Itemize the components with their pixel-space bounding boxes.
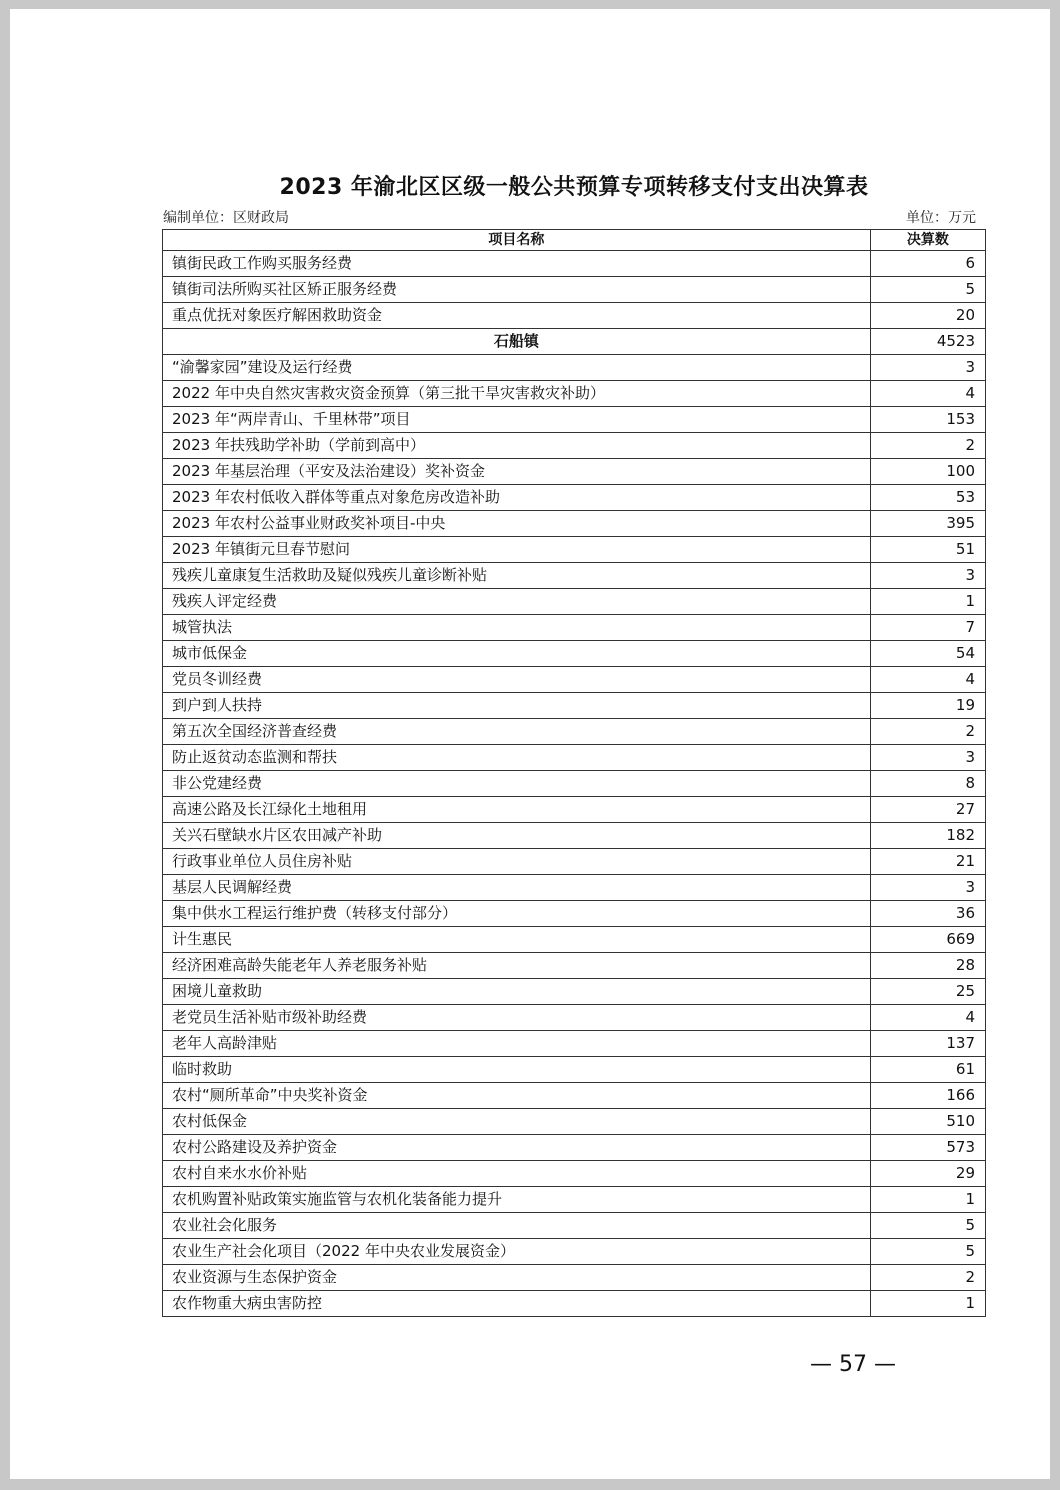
table-row <box>163 771 986 797</box>
table-row <box>163 355 986 381</box>
unit-label: 单位：万元 <box>906 210 976 226</box>
table-row <box>163 693 986 719</box>
amount-cell: 20 <box>870 303 985 329</box>
project-name-cell: 农村低保金 <box>163 1109 871 1135</box>
page-title: 2023 年渝北区区级一般公共预算专项转移支付支出决算表 <box>279 175 869 200</box>
amount-cell: 7 <box>870 615 985 641</box>
project-name-cell: 临时救助 <box>163 1057 871 1083</box>
project-name-cell: 农村自来水水价补贴 <box>163 1161 871 1187</box>
table-row <box>163 1005 986 1031</box>
amount-cell: 4 <box>870 381 985 407</box>
project-name-cell: 2023 年“两岸青山、千里林带”项目 <box>163 407 871 433</box>
amount-cell: 5 <box>870 277 985 303</box>
project-name-cell: 农业资源与生态保护资金 <box>163 1265 871 1291</box>
project-name-cell: 重点优抚对象医疗解困救助资金 <box>163 303 871 329</box>
table-row <box>163 1161 986 1187</box>
amount-cell: 137 <box>870 1031 985 1057</box>
table-row <box>163 563 986 589</box>
amount-cell: 182 <box>870 823 985 849</box>
table-row <box>163 303 986 329</box>
project-name-cell: 残疾儿童康复生活救助及疑似残疾儿童诊断补贴 <box>163 563 871 589</box>
table-row <box>163 1213 986 1239</box>
table-row <box>163 381 986 407</box>
project-name-cell: 农业生产社会化项目（2022 年中央农业发展资金） <box>163 1239 871 1265</box>
project-name-cell: 2023 年扶残助学补助（学前到高中） <box>163 433 871 459</box>
project-name-cell: 非公党建经费 <box>163 771 871 797</box>
table-row <box>163 1031 986 1057</box>
amount-cell: 2 <box>870 1265 985 1291</box>
table-row <box>163 719 986 745</box>
project-name-cell: 老党员生活补贴市级补助经费 <box>163 1005 871 1031</box>
project-name-cell: 城管执法 <box>163 615 871 641</box>
amount-cell: 1 <box>870 589 985 615</box>
amount-cell: 19 <box>870 693 985 719</box>
project-name-cell: 镇街民政工作购买服务经费 <box>163 251 871 277</box>
table-row <box>163 1083 986 1109</box>
table-row <box>163 1109 986 1135</box>
amount-cell: 29 <box>870 1161 985 1187</box>
table-row <box>163 641 986 667</box>
amount-cell: 8 <box>870 771 985 797</box>
project-name-cell: 2023 年镇街元旦春节慰问 <box>163 537 871 563</box>
project-name-cell: 关兴石壁缺水片区农田减产补助 <box>163 823 871 849</box>
amount-cell: 5 <box>870 1213 985 1239</box>
project-name-cell: 经济困难高龄失能老年人养老服务补贴 <box>163 953 871 979</box>
amount-cell: 54 <box>870 641 985 667</box>
amount-cell: 27 <box>870 797 985 823</box>
project-name-cell: 农村“厕所革命”中央奖补资金 <box>163 1083 871 1109</box>
amount-cell: 669 <box>870 927 985 953</box>
amount-cell: 510 <box>870 1109 985 1135</box>
table-row <box>163 797 986 823</box>
table-section-row <box>163 329 986 355</box>
project-name-cell: 残疾人评定经费 <box>163 589 871 615</box>
project-name-cell: 石船镇 <box>163 329 871 355</box>
amount-cell: 573 <box>870 1135 985 1161</box>
table-row <box>163 953 986 979</box>
project-name-cell: 老年人高龄津贴 <box>163 1031 871 1057</box>
amount-cell: 5 <box>870 1239 985 1265</box>
column-header-amount: 决算数 <box>870 230 985 251</box>
amount-cell: 53 <box>870 485 985 511</box>
table-body <box>163 251 986 1317</box>
project-name-cell: 防止返贫动态监测和帮扶 <box>163 745 871 771</box>
project-name-cell: 党员冬训经费 <box>163 667 871 693</box>
project-name-cell: 计生惠民 <box>163 927 871 953</box>
amount-cell: 25 <box>870 979 985 1005</box>
amount-cell: 100 <box>870 459 985 485</box>
table-row <box>163 1135 986 1161</box>
project-name-cell: 农村公路建设及养护资金 <box>163 1135 871 1161</box>
project-name-cell: 集中供水工程运行维护费（转移支付部分） <box>163 901 871 927</box>
amount-cell: 153 <box>870 407 985 433</box>
table-row <box>163 615 986 641</box>
project-name-cell: 到户到人扶持 <box>163 693 871 719</box>
page-number: — 57 — <box>810 1352 896 1377</box>
table-row <box>163 407 986 433</box>
project-name-cell: 2023 年农村公益事业财政奖补项目-中央 <box>163 511 871 537</box>
project-name-cell: 2023 年农村低收入群体等重点对象危房改造补助 <box>163 485 871 511</box>
amount-cell: 4 <box>870 667 985 693</box>
project-name-cell: 高速公路及长江绿化土地租用 <box>163 797 871 823</box>
amount-cell: 1 <box>870 1291 985 1317</box>
table-row <box>163 277 986 303</box>
amount-cell: 3 <box>870 563 985 589</box>
table-row <box>163 979 986 1005</box>
table-row <box>163 485 986 511</box>
project-name-cell: 行政事业单位人员住房补贴 <box>163 849 871 875</box>
amount-cell: 2 <box>870 433 985 459</box>
amount-cell: 28 <box>870 953 985 979</box>
project-name-cell: 基层人民调解经费 <box>163 875 871 901</box>
table-row <box>163 849 986 875</box>
column-header-project-name: 项目名称 <box>163 230 871 251</box>
project-name-cell: 2022 年中央自然灾害救灾资金预算（第三批干旱灾害救灾补助） <box>163 381 871 407</box>
amount-cell: 21 <box>870 849 985 875</box>
project-name-cell: 农业社会化服务 <box>163 1213 871 1239</box>
project-name-cell: 农作物重大病虫害防控 <box>163 1291 871 1317</box>
table-row <box>163 1057 986 1083</box>
table-row <box>163 901 986 927</box>
project-name-cell: 第五次全国经济普查经费 <box>163 719 871 745</box>
amount-cell: 3 <box>870 875 985 901</box>
amount-cell: 36 <box>870 901 985 927</box>
amount-cell: 4 <box>870 1005 985 1031</box>
amount-cell: 51 <box>870 537 985 563</box>
table-row <box>163 459 986 485</box>
table-row <box>163 433 986 459</box>
project-name-cell: 2023 年基层治理（平安及法治建设）奖补资金 <box>163 459 871 485</box>
table-row <box>163 1187 986 1213</box>
amount-cell: 3 <box>870 745 985 771</box>
amount-cell: 1 <box>870 1187 985 1213</box>
project-name-cell: “渝馨家园”建设及运行经费 <box>163 355 871 381</box>
project-name-cell: 困境儿童救助 <box>163 979 871 1005</box>
amount-cell: 166 <box>870 1083 985 1109</box>
amount-cell: 2 <box>870 719 985 745</box>
amount-cell: 3 <box>870 355 985 381</box>
project-name-cell: 农机购置补贴政策实施监管与农机化装备能力提升 <box>163 1187 871 1213</box>
table-row <box>163 927 986 953</box>
project-name-cell: 镇街司法所购买社区矫正服务经费 <box>163 277 871 303</box>
table-row <box>163 1239 986 1265</box>
table-row <box>163 1291 986 1317</box>
table-row <box>163 589 986 615</box>
table-row <box>163 1265 986 1291</box>
table-row <box>163 745 986 771</box>
table-row <box>163 511 986 537</box>
amount-cell: 4523 <box>870 329 985 355</box>
table-row <box>163 537 986 563</box>
table-row <box>163 667 986 693</box>
budget-table <box>162 229 986 1317</box>
table-row <box>163 875 986 901</box>
table-row <box>163 823 986 849</box>
amount-cell: 61 <box>870 1057 985 1083</box>
amount-cell: 6 <box>870 251 985 277</box>
table-row <box>163 251 986 277</box>
project-name-cell: 城市低保金 <box>163 641 871 667</box>
compiler-label: 编制单位：区财政局 <box>163 210 289 226</box>
amount-cell: 395 <box>870 511 985 537</box>
table-header-row <box>163 230 986 251</box>
